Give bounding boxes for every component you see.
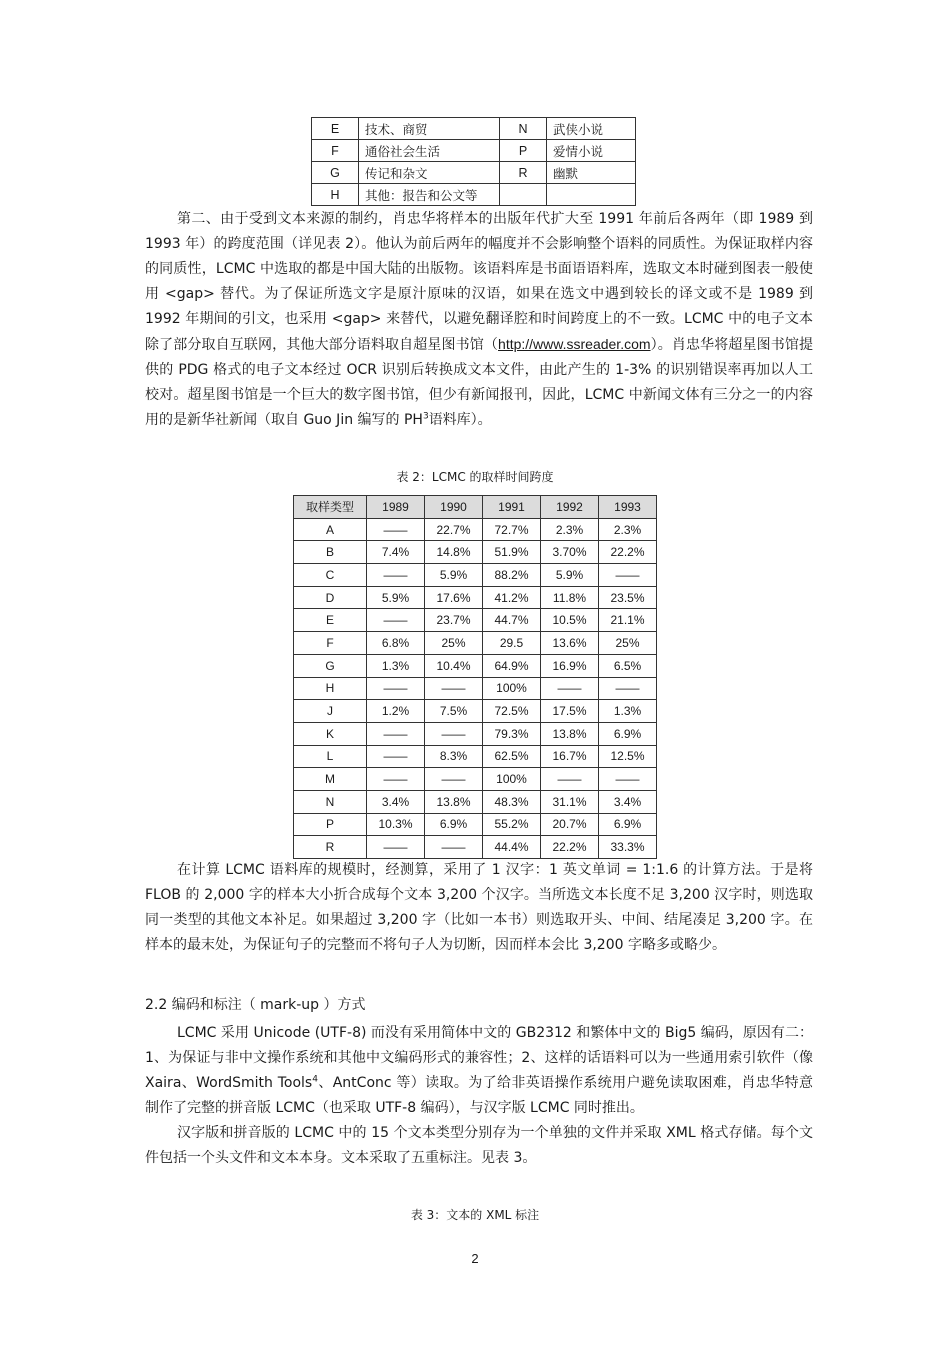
page-number: 2 <box>471 1251 479 1266</box>
percent-cell: 55.2% <box>483 813 541 836</box>
percent-cell: 44.4% <box>483 836 541 859</box>
percent-cell: 10.5% <box>541 609 599 632</box>
paragraph-text-part: LCMC 采用 Unicode (UTF-8) 而没有采用简体中文的 GB2312 和繁体中文的 Big5 编码，原因有二：1、为保证与非中文操作系统和其他中文编码形式的兼容性；2、这样的话语料可以为一些通用索引软件（像 Xaira、WordSmith Tools <box>145 1025 813 1091</box>
percent-cell: 17.5% <box>541 700 599 723</box>
paragraph-text <box>145 1021 813 1121</box>
genre-name: 通俗社会生活 <box>359 140 500 162</box>
percent-cell: —— <box>367 518 425 541</box>
sample-type-cell: P <box>294 813 367 836</box>
genre-table <box>311 117 636 206</box>
percent-cell: 3.70% <box>541 541 599 564</box>
table-header-row <box>294 496 657 519</box>
sample-type-cell: M <box>294 768 367 791</box>
paragraph-encoding <box>145 1021 813 1171</box>
percent-cell: 23.5% <box>599 586 657 609</box>
paragraph-text-part: 、AntConc 等）读取。为了给非英语操作系统用户避免读取困难，肖忠华特意制作了完整的拼音版 LCMC（也采取 UTF-8 编码），与汉字版 LCMC 同时推出。 <box>145 1075 813 1116</box>
percent-cell: 11.8% <box>541 586 599 609</box>
percent-cell: 88.2% <box>483 564 541 587</box>
percent-cell: —— <box>367 564 425 587</box>
footnote-marker: 4 <box>312 1074 318 1085</box>
table-row <box>294 654 657 677</box>
table-row <box>294 632 657 655</box>
percent-cell: 5.9% <box>425 564 483 587</box>
percent-cell: —— <box>367 677 425 700</box>
genre-code: G <box>312 162 359 184</box>
genre-name: 传记和杂文 <box>359 162 500 184</box>
paragraph-text-part: 语料库）。 <box>428 412 492 428</box>
percent-cell: —— <box>367 836 425 859</box>
percent-cell: 23.7% <box>425 609 483 632</box>
table-row <box>294 722 657 745</box>
percent-cell: 100% <box>483 677 541 700</box>
table-row <box>294 677 657 700</box>
genre-code <box>500 184 547 206</box>
percent-cell: 25% <box>599 632 657 655</box>
genre-name: 技术、商贸 <box>359 118 500 140</box>
percent-cell: 6.9% <box>599 813 657 836</box>
percent-cell: —— <box>425 768 483 791</box>
paragraph-corpus-size <box>145 858 813 958</box>
table-3-caption: 表 3：文本的 XML 标注 <box>410 1208 540 1222</box>
paragraph-text: 汉字版和拼音版的 LCMC 中的 15 个文本类型分别存为一个单独的文件并采取 XML 格式存储。每个文件包括一个头文件和文本本身。文本采取了五重标注。见表 3。 <box>145 1125 813 1166</box>
percent-cell: —— <box>425 722 483 745</box>
percent-cell: 17.6% <box>425 586 483 609</box>
percent-cell: —— <box>599 564 657 587</box>
percent-cell: 13.8% <box>425 790 483 813</box>
percent-cell: —— <box>367 768 425 791</box>
column-header: 1993 <box>599 496 657 519</box>
percent-cell: 13.6% <box>541 632 599 655</box>
percent-cell: 5.9% <box>541 564 599 587</box>
column-header: 1992 <box>541 496 599 519</box>
percent-cell: 29.5 <box>483 632 541 655</box>
column-header: 1991 <box>483 496 541 519</box>
table-2-caption: 表 2：LCMC 的取样时间跨度 <box>396 470 554 484</box>
percent-cell: 21.1% <box>599 609 657 632</box>
percent-cell: 6.9% <box>599 722 657 745</box>
sample-type-cell: L <box>294 745 367 768</box>
genre-name: 其他：报告和公文等 <box>359 184 500 206</box>
percent-cell: 25% <box>425 632 483 655</box>
paragraph-text: 在计算 LCMC 语料库的规模时，经测算，采用了 1 汉字：1 英文单词 = 1:1.6 的计算方法。于是将 FLOB 的 2,000 字的样本大小折合成每个文本 3,200 个汉字。当所选文本长度不足 3,200 汉字时，则选取同一类型的其他文本补足。如果超过 3,200 字（比如一本书）则选取开头、中间、结尾凑足 3,200 字。在样本的最末处，为保证句子的完整而不将句子人为切断，因而样本会比 3,200 字略多或略少。 <box>145 862 813 953</box>
percent-cell: 22.2% <box>541 836 599 859</box>
percent-cell: 16.7% <box>541 745 599 768</box>
table-row <box>312 118 636 140</box>
percent-cell: 13.8% <box>541 722 599 745</box>
genre-name: 武侠小说 <box>547 118 636 140</box>
percent-cell: —— <box>367 609 425 632</box>
percent-cell: 20.7% <box>541 813 599 836</box>
sampling-span-table <box>293 495 657 859</box>
percent-cell: —— <box>367 722 425 745</box>
percent-cell: 48.3% <box>483 790 541 813</box>
genre-code: P <box>500 140 547 162</box>
percent-cell: 2.3% <box>541 518 599 541</box>
percent-cell: 2.3% <box>599 518 657 541</box>
percent-cell: 14.8% <box>425 541 483 564</box>
genre-code: H <box>312 184 359 206</box>
percent-cell: 10.3% <box>367 813 425 836</box>
column-header: 1989 <box>367 496 425 519</box>
genre-code: R <box>500 162 547 184</box>
sample-type-cell: N <box>294 790 367 813</box>
sample-type-cell: C <box>294 564 367 587</box>
sample-type-cell: R <box>294 836 367 859</box>
percent-cell: 79.3% <box>483 722 541 745</box>
percent-cell: 1.3% <box>367 654 425 677</box>
genre-code: F <box>312 140 359 162</box>
table-row <box>294 700 657 723</box>
percent-cell: 6.5% <box>599 654 657 677</box>
percent-cell: 1.3% <box>599 700 657 723</box>
sample-type-cell: K <box>294 722 367 745</box>
sample-type-cell: E <box>294 609 367 632</box>
paragraph-sampling-period <box>145 207 813 433</box>
ssreader-link[interactable]: http://www.ssreader.com <box>498 336 651 352</box>
percent-cell: 62.5% <box>483 745 541 768</box>
sample-type-cell: G <box>294 654 367 677</box>
column-header: 1990 <box>425 496 483 519</box>
percent-cell: 33.3% <box>599 836 657 859</box>
percent-cell: —— <box>367 745 425 768</box>
percent-cell: 72.5% <box>483 700 541 723</box>
sampling-span-body <box>294 518 657 858</box>
table-row <box>294 541 657 564</box>
percent-cell: 12.5% <box>599 745 657 768</box>
sample-type-cell: J <box>294 700 367 723</box>
percent-cell: 44.7% <box>483 609 541 632</box>
section-heading: 2.2 编码和标注（ mark-up ）方式 <box>145 997 366 1013</box>
percent-cell: —— <box>541 768 599 791</box>
table-row <box>312 140 636 162</box>
column-header: 取样类型 <box>294 496 367 519</box>
percent-cell: —— <box>541 677 599 700</box>
table-row <box>294 768 657 791</box>
percent-cell: 3.4% <box>599 790 657 813</box>
table-row <box>312 162 636 184</box>
table-row <box>294 813 657 836</box>
table-row <box>312 184 636 206</box>
percent-cell: —— <box>599 768 657 791</box>
percent-cell: 7.5% <box>425 700 483 723</box>
genre-code: N <box>500 118 547 140</box>
percent-cell: 51.9% <box>483 541 541 564</box>
percent-cell: 22.2% <box>599 541 657 564</box>
genre-code: E <box>312 118 359 140</box>
sample-type-cell: F <box>294 632 367 655</box>
percent-cell: 31.1% <box>541 790 599 813</box>
percent-cell: 6.9% <box>425 813 483 836</box>
paragraph-text <box>145 207 813 433</box>
percent-cell: 16.9% <box>541 654 599 677</box>
table-row <box>294 564 657 587</box>
paragraph-text-part: 第二、由于受到文本来源的制约，肖忠华将样本的出版年代扩大至 1991 年前后各两年（即 1989 到 1993 年）的跨度范围（详见表 2）。他认为前后两年的幅度并不会影响整个语料的同质性。为保证取样内容的同质性，LCMC 中选取的都是中国大陆的出版物。该语料库是书面语语料库，选取文本时碰到图表一般使用 <gap> 替代。为了保证所选文字是原汁原味的汉语，如果在选文中遇到较长的译文或不是 1989 到 1992 年期间的引文，也采用 <gap> 来替代，以避免翻译腔和时间跨度上的不一致。LCMC 中的电子文本除了部分取自互联网，其他大部分语料取自超星图书馆（ <box>145 211 813 353</box>
sample-type-cell: B <box>294 541 367 564</box>
table-row <box>294 790 657 813</box>
genre-name: 爱情小说 <box>547 140 636 162</box>
sample-type-cell: D <box>294 586 367 609</box>
percent-cell: 10.4% <box>425 654 483 677</box>
percent-cell: 8.3% <box>425 745 483 768</box>
percent-cell: 5.9% <box>367 586 425 609</box>
genre-name: 幽默 <box>547 162 636 184</box>
percent-cell: 1.2% <box>367 700 425 723</box>
paragraph-text-part: ）。肖忠华将超星图书馆提供的 PDG 格式的电子文本经过 OCR 识别后转换成文本文件，由此产生的 1-3% 的识别错误率再加以人工校对。超星图书馆是一个巨大的数字图书馆，但少有新闻报刊，因此，LCMC 中新闻文体有三分之一的内容用的是新华社新闻（取自 Guo Jin 编写的 PH <box>145 337 814 428</box>
table-row <box>294 518 657 541</box>
table-row <box>294 745 657 768</box>
percent-cell: 6.8% <box>367 632 425 655</box>
percent-cell: 41.2% <box>483 586 541 609</box>
percent-cell: —— <box>425 677 483 700</box>
percent-cell: 22.7% <box>425 518 483 541</box>
percent-cell: 64.9% <box>483 654 541 677</box>
percent-cell: —— <box>599 677 657 700</box>
percent-cell: 3.4% <box>367 790 425 813</box>
percent-cell: 72.7% <box>483 518 541 541</box>
genre-name <box>547 184 636 206</box>
percent-cell: —— <box>425 836 483 859</box>
sample-type-cell: A <box>294 518 367 541</box>
sample-type-cell: H <box>294 677 367 700</box>
percent-cell: 100% <box>483 768 541 791</box>
table-row <box>294 586 657 609</box>
table-row <box>294 609 657 632</box>
table-row <box>294 836 657 859</box>
footnote-marker: 3 <box>422 411 429 422</box>
percent-cell: 7.4% <box>367 541 425 564</box>
